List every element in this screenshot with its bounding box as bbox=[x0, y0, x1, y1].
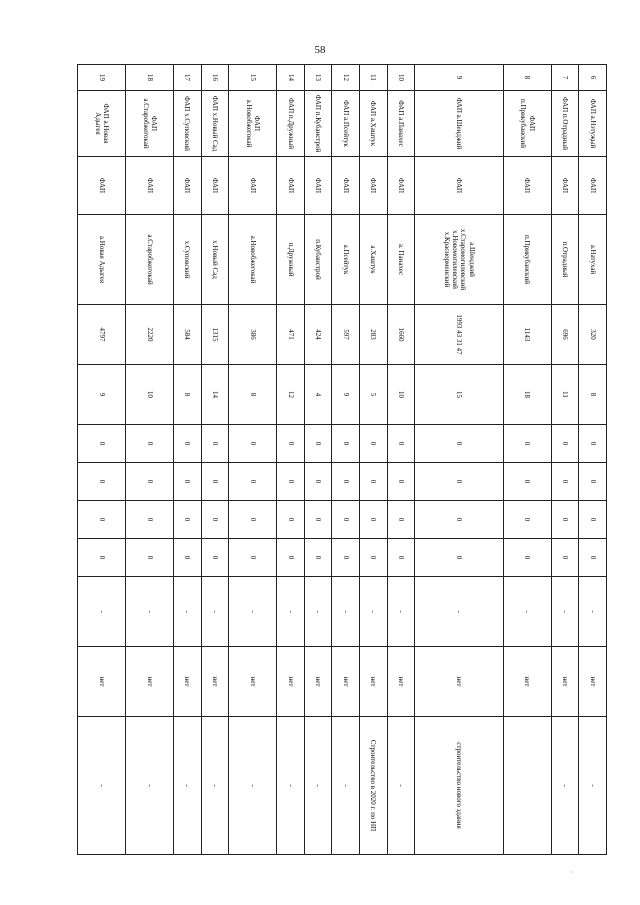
count-2: 0 bbox=[304, 463, 332, 501]
count-1: 0 bbox=[503, 425, 551, 463]
note: Строительство в 2020 г. по НП bbox=[359, 717, 387, 855]
scan-mark: · bbox=[570, 868, 573, 877]
count-3: 0 bbox=[415, 501, 504, 539]
facility-type: ФАП bbox=[332, 157, 360, 215]
count-3: 0 bbox=[579, 501, 607, 539]
count-4: 0 bbox=[229, 539, 277, 577]
count-4: 0 bbox=[387, 539, 415, 577]
count-1: 0 bbox=[415, 425, 504, 463]
facility-name: ФАП х.Новый Сад bbox=[201, 91, 229, 157]
status: нет bbox=[387, 647, 415, 717]
facility-name: ФАП а.Панахес bbox=[387, 91, 415, 157]
locality: х.Суповский bbox=[173, 215, 201, 305]
status: нет bbox=[551, 647, 579, 717]
note: - bbox=[332, 717, 360, 855]
table-row bbox=[277, 65, 305, 855]
count-2: 0 bbox=[201, 463, 229, 501]
locality: а.Хаштук bbox=[359, 215, 387, 305]
count-2: 0 bbox=[277, 463, 305, 501]
facility-type: ФАП bbox=[229, 157, 277, 215]
distance: 18 bbox=[503, 365, 551, 425]
facility-type: ФАП bbox=[579, 157, 607, 215]
count-4: 0 bbox=[503, 539, 551, 577]
count-1: 0 bbox=[229, 425, 277, 463]
count-4: 0 bbox=[201, 539, 229, 577]
row-number: 9 bbox=[415, 65, 504, 91]
dash-cell: - bbox=[359, 577, 387, 647]
note: - bbox=[173, 717, 201, 855]
table-row bbox=[503, 65, 551, 855]
table-row bbox=[359, 65, 387, 855]
count-2: 0 bbox=[503, 463, 551, 501]
locality: п.Отрадный bbox=[551, 215, 579, 305]
count-4: 0 bbox=[415, 539, 504, 577]
locality: п.Прикубанский bbox=[503, 215, 551, 305]
locality: п.Дружный bbox=[277, 215, 305, 305]
locality: х.Новый Сад bbox=[201, 215, 229, 305]
count-1: 0 bbox=[126, 425, 174, 463]
page-number: 58 bbox=[314, 44, 326, 56]
population: 283 bbox=[359, 305, 387, 365]
facility-name: ФАП а.Новая Адыгея bbox=[78, 91, 126, 157]
count-4: 0 bbox=[551, 539, 579, 577]
locality: а.Псейтук bbox=[332, 215, 360, 305]
count-2: 0 bbox=[126, 463, 174, 501]
count-4: 0 bbox=[579, 539, 607, 577]
note: - bbox=[277, 717, 305, 855]
count-3: 0 bbox=[277, 501, 305, 539]
count-4: 0 bbox=[304, 539, 332, 577]
facility-name: ФАП а.Нэтуҗый bbox=[579, 91, 607, 157]
status: нет bbox=[126, 647, 174, 717]
count-1: 0 bbox=[579, 425, 607, 463]
row-number: 13 bbox=[304, 65, 332, 91]
count-1: 0 bbox=[332, 425, 360, 463]
distance: 8 bbox=[173, 365, 201, 425]
population: 1660 bbox=[387, 305, 415, 365]
status: нет bbox=[415, 647, 504, 717]
row-number: 17 bbox=[173, 65, 201, 91]
status: нет bbox=[304, 647, 332, 717]
status: нет bbox=[277, 647, 305, 717]
population: 424 bbox=[304, 305, 332, 365]
distance: 8 bbox=[229, 365, 277, 425]
rotated-table-sheet bbox=[77, 64, 607, 854]
count-4: 0 bbox=[78, 539, 126, 577]
distance: 12 bbox=[277, 365, 305, 425]
count-2: 0 bbox=[387, 463, 415, 501]
note: - bbox=[126, 717, 174, 855]
count-3: 0 bbox=[229, 501, 277, 539]
population: 1315 bbox=[201, 305, 229, 365]
row-number: 19 bbox=[78, 65, 126, 91]
dash-cell: - bbox=[173, 577, 201, 647]
facility-name: ФАП а.Старобжегокай bbox=[126, 91, 174, 157]
distance: 9 bbox=[78, 365, 126, 425]
facility-type: ФАП bbox=[201, 157, 229, 215]
population: 4797 bbox=[78, 305, 126, 365]
count-3: 0 bbox=[78, 501, 126, 539]
note: - bbox=[387, 717, 415, 855]
status: нет bbox=[503, 647, 551, 717]
count-2: 0 bbox=[359, 463, 387, 501]
note: - bbox=[551, 717, 579, 855]
count-3: 0 bbox=[201, 501, 229, 539]
distance: 8 bbox=[579, 365, 607, 425]
facility-name: ФАП а.Псейтук bbox=[332, 91, 360, 157]
row-number: 14 bbox=[277, 65, 305, 91]
count-1: 0 bbox=[551, 425, 579, 463]
note: - bbox=[201, 717, 229, 855]
count-1: 0 bbox=[304, 425, 332, 463]
dash-cell: - bbox=[387, 577, 415, 647]
row-number: 12 bbox=[332, 65, 360, 91]
distance: 4 bbox=[304, 365, 332, 425]
count-2: 0 bbox=[551, 463, 579, 501]
facility-type: ФАП bbox=[126, 157, 174, 215]
status: нет bbox=[201, 647, 229, 717]
locality: а.Новая Адыгея bbox=[78, 215, 126, 305]
locality: а.Новобжегокай bbox=[229, 215, 277, 305]
dash-cell: - bbox=[78, 577, 126, 647]
facility-type: ФАП bbox=[415, 157, 504, 215]
count-3: 0 bbox=[503, 501, 551, 539]
table-row bbox=[173, 65, 201, 855]
locality: а.Шенджий х.Старомогилевский х.Новомогилевский х.Краснорменский bbox=[415, 215, 504, 305]
note: - bbox=[229, 717, 277, 855]
note: строительство нового здания bbox=[415, 717, 504, 855]
locality: а. Панахес bbox=[387, 215, 415, 305]
table-row bbox=[579, 65, 607, 855]
population: 584 bbox=[173, 305, 201, 365]
facility-name: ФАП х.Суповский bbox=[173, 91, 201, 157]
table-row bbox=[201, 65, 229, 855]
status: нет bbox=[229, 647, 277, 717]
table-row bbox=[415, 65, 504, 855]
table-row bbox=[387, 65, 415, 855]
count-4: 0 bbox=[332, 539, 360, 577]
facility-name: ФАП п.Отрадный bbox=[551, 91, 579, 157]
population: 696 bbox=[551, 305, 579, 365]
table-body bbox=[78, 65, 607, 855]
count-1: 0 bbox=[173, 425, 201, 463]
distance: 9 bbox=[332, 365, 360, 425]
row-number: 16 bbox=[201, 65, 229, 91]
count-1: 0 bbox=[359, 425, 387, 463]
population: 597 bbox=[332, 305, 360, 365]
population: 1143 bbox=[503, 305, 551, 365]
facility-type: ФАП bbox=[387, 157, 415, 215]
distance: 15 bbox=[415, 365, 504, 425]
facilities-table bbox=[77, 64, 607, 855]
dash-cell: - bbox=[503, 577, 551, 647]
facility-type: ФАП bbox=[503, 157, 551, 215]
count-2: 0 bbox=[415, 463, 504, 501]
table-row bbox=[229, 65, 277, 855]
population: 386 bbox=[229, 305, 277, 365]
count-4: 0 bbox=[173, 539, 201, 577]
row-number: 10 bbox=[387, 65, 415, 91]
dash-cell: - bbox=[277, 577, 305, 647]
note: - bbox=[579, 717, 607, 855]
facility-type: ФАП bbox=[78, 157, 126, 215]
row-number: 7 bbox=[551, 65, 579, 91]
table-row bbox=[304, 65, 332, 855]
facility-name: ФАП п.Прикубанский bbox=[503, 91, 551, 157]
note: - bbox=[78, 717, 126, 855]
status: нет bbox=[332, 647, 360, 717]
count-2: 0 bbox=[78, 463, 126, 501]
locality: а.Натухай bbox=[579, 215, 607, 305]
population: 320 bbox=[579, 305, 607, 365]
facility-name: ФАП п.Кубанстрой bbox=[304, 91, 332, 157]
dash-cell: - bbox=[332, 577, 360, 647]
facility-type: ФАП bbox=[359, 157, 387, 215]
locality: а.Старобжегокай bbox=[126, 215, 174, 305]
population: 1993 43 31 47 bbox=[415, 305, 504, 365]
rotated-table-frame bbox=[77, 64, 607, 854]
count-3: 0 bbox=[304, 501, 332, 539]
population: 471 bbox=[277, 305, 305, 365]
note: - bbox=[304, 717, 332, 855]
count-4: 0 bbox=[126, 539, 174, 577]
facility-name: ФАП а.Новобжегокай bbox=[229, 91, 277, 157]
count-3: 0 bbox=[332, 501, 360, 539]
count-3: 0 bbox=[387, 501, 415, 539]
distance: 10 bbox=[387, 365, 415, 425]
count-2: 0 bbox=[332, 463, 360, 501]
status: нет bbox=[78, 647, 126, 717]
table-row bbox=[126, 65, 174, 855]
facility-type: ФАП bbox=[304, 157, 332, 215]
count-3: 0 bbox=[551, 501, 579, 539]
population: 2220 bbox=[126, 305, 174, 365]
facility-name: ФАП а.Шенджий bbox=[415, 91, 504, 157]
count-2: 0 bbox=[579, 463, 607, 501]
count-1: 0 bbox=[201, 425, 229, 463]
dash-cell: - bbox=[126, 577, 174, 647]
count-4: 0 bbox=[277, 539, 305, 577]
count-2: 0 bbox=[229, 463, 277, 501]
row-number: 15 bbox=[229, 65, 277, 91]
facility-name: ФАП п.Дружный bbox=[277, 91, 305, 157]
table-row bbox=[78, 65, 126, 855]
status: нет bbox=[173, 647, 201, 717]
row-number: 11 bbox=[359, 65, 387, 91]
facility-type: ФАП bbox=[551, 157, 579, 215]
count-3: 0 bbox=[359, 501, 387, 539]
dash-cell: - bbox=[579, 577, 607, 647]
facility-type: ФАП bbox=[173, 157, 201, 215]
distance: 14 bbox=[201, 365, 229, 425]
count-4: 0 bbox=[359, 539, 387, 577]
count-3: 0 bbox=[173, 501, 201, 539]
status: нет bbox=[579, 647, 607, 717]
count-1: 0 bbox=[78, 425, 126, 463]
count-1: 0 bbox=[277, 425, 305, 463]
table-row bbox=[332, 65, 360, 855]
count-3: 0 bbox=[126, 501, 174, 539]
count-2: 0 bbox=[173, 463, 201, 501]
distance: 10 bbox=[126, 365, 174, 425]
row-number: 6 bbox=[579, 65, 607, 91]
row-number: 18 bbox=[126, 65, 174, 91]
locality: п.Кубанстрой bbox=[304, 215, 332, 305]
dash-cell: - bbox=[201, 577, 229, 647]
dash-cell: - bbox=[229, 577, 277, 647]
distance: 5 bbox=[359, 365, 387, 425]
dash-cell: - bbox=[551, 577, 579, 647]
table-row bbox=[551, 65, 579, 855]
status: нет bbox=[359, 647, 387, 717]
facility-type: ФАП bbox=[277, 157, 305, 215]
facility-name: ФАП а.Хаштук bbox=[359, 91, 387, 157]
row-number: 8 bbox=[503, 65, 551, 91]
count-1: 0 bbox=[387, 425, 415, 463]
distance: 11 bbox=[551, 365, 579, 425]
note bbox=[503, 717, 551, 855]
dash-cell: - bbox=[304, 577, 332, 647]
dash-cell: - bbox=[415, 577, 504, 647]
